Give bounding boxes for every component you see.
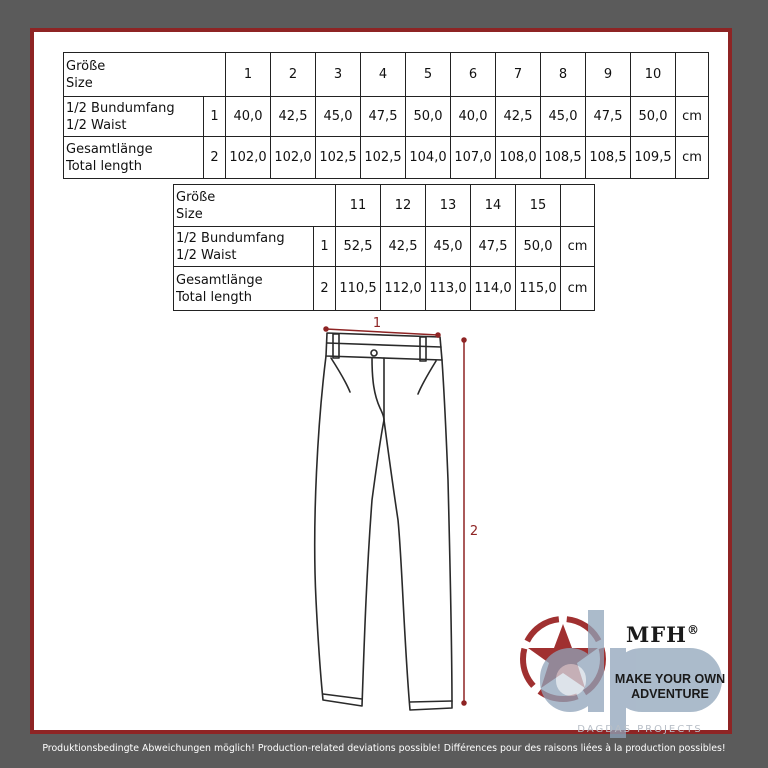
- value-cell: 113,0: [426, 267, 471, 311]
- size-cell: 12: [381, 185, 426, 227]
- size-label-cell: Größe Size: [174, 185, 336, 227]
- value-cell: 47,5: [586, 97, 631, 137]
- size-cell: 13: [426, 185, 471, 227]
- value-cell: 50,0: [516, 227, 561, 267]
- value-cell: 102,0: [226, 137, 271, 179]
- size-cell: 2: [271, 53, 316, 97]
- value-cell: 115,0: [516, 267, 561, 311]
- value-cell: 102,5: [316, 137, 361, 179]
- row-label: Gesamtlänge Total length: [174, 267, 314, 311]
- value-cell: 42,5: [271, 97, 316, 137]
- value-cell: 102,0: [271, 137, 316, 179]
- value-cell: 45,0: [541, 97, 586, 137]
- value-cell: 108,0: [496, 137, 541, 179]
- unit-cell: cm: [676, 137, 709, 179]
- value-cell: 45,0: [316, 97, 361, 137]
- value-cell: 47,5: [471, 227, 516, 267]
- length-measure-end: [462, 701, 466, 705]
- size-cell: 6: [451, 53, 496, 97]
- size-cell: 3: [316, 53, 361, 97]
- footer-disclaimer: Produktionsbedingte Abweichungen möglich! Production-related deviations possible! Différences pour des raisons liées à la production possibles!: [42, 743, 726, 754]
- size-cell: 7: [496, 53, 541, 97]
- size-cell: 8: [541, 53, 586, 97]
- value-cell: 40,0: [451, 97, 496, 137]
- waist-measure-end: [436, 333, 440, 337]
- row-label: 1/2 Bundumfang 1/2 Waist: [64, 97, 204, 137]
- length-measure-end: [462, 338, 466, 342]
- value-cell: 50,0: [631, 97, 676, 137]
- waist-measure-end: [324, 327, 328, 331]
- row-label: 1/2 Bundumfang 1/2 Waist: [174, 227, 314, 267]
- brand-name: MFH®: [626, 622, 700, 647]
- trousers-outline: [315, 333, 452, 710]
- ref-cell: 2: [314, 267, 336, 311]
- size-cell: 11: [336, 185, 381, 227]
- value-cell: 114,0: [471, 267, 516, 311]
- row-label: Gesamtlänge Total length: [64, 137, 204, 179]
- size-cell: 15: [516, 185, 561, 227]
- size-cell: 9: [586, 53, 631, 97]
- unit-cell: cm: [561, 227, 595, 267]
- size-cell: 1: [226, 53, 271, 97]
- value-cell: 108,5: [586, 137, 631, 179]
- ref-cell: 1: [204, 97, 226, 137]
- size-cell: 4: [361, 53, 406, 97]
- unit-cell: cm: [561, 267, 595, 311]
- unit-cell: cm: [676, 97, 709, 137]
- value-cell: 110,5: [336, 267, 381, 311]
- value-cell: 108,5: [541, 137, 586, 179]
- value-cell: 42,5: [381, 227, 426, 267]
- value-cell: 50,0: [406, 97, 451, 137]
- length-marker-label: 2: [469, 524, 479, 539]
- size-cell: 5: [406, 53, 451, 97]
- value-cell: 45,0: [426, 227, 471, 267]
- ref-cell: 2: [204, 137, 226, 179]
- watermark-text: DAGDAS PROJECTS: [577, 724, 703, 735]
- value-cell: 40,0: [226, 97, 271, 137]
- value-cell: 104,0: [406, 137, 451, 179]
- size-label-cell: Größe Size: [64, 53, 226, 97]
- waist-marker-label: 1: [372, 316, 382, 331]
- value-cell: 42,5: [496, 97, 541, 137]
- brand-slogan: MAKE YOUR OWN ADVENTURE: [614, 672, 726, 701]
- ref-cell: 1: [314, 227, 336, 267]
- size-cell: 14: [471, 185, 516, 227]
- size-cell: 10: [631, 53, 676, 97]
- value-cell: 107,0: [451, 137, 496, 179]
- value-cell: 109,5: [631, 137, 676, 179]
- value-cell: 102,5: [361, 137, 406, 179]
- value-cell: 47,5: [361, 97, 406, 137]
- value-cell: 52,5: [336, 227, 381, 267]
- value-cell: 112,0: [381, 267, 426, 311]
